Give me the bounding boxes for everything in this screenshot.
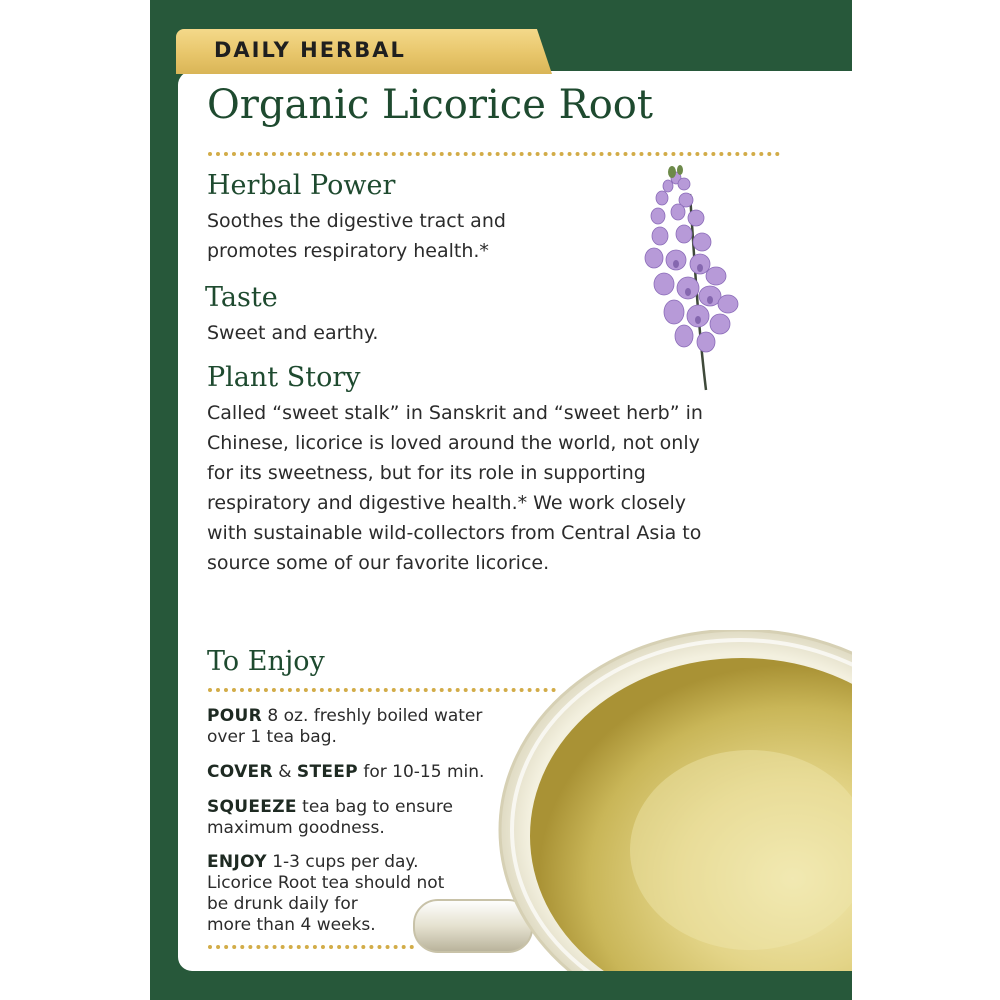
herbal-power-line: promotes respiratory health.* xyxy=(207,240,489,262)
title-divider xyxy=(208,152,780,156)
to-enjoy-divider xyxy=(208,688,556,692)
step-text: for 10-15 min. xyxy=(357,762,485,782)
taste-line: Sweet and earthy. xyxy=(207,322,379,344)
step-text: more than 4 weeks. xyxy=(207,915,376,935)
step-pour xyxy=(207,706,482,748)
step-cover-steep xyxy=(207,762,484,783)
plant-story-line: Called “sweet stalk” in Sanskrit and “sweet herb” in xyxy=(207,402,703,424)
step-keyword: POUR xyxy=(207,706,263,726)
taste-heading: Taste xyxy=(205,282,278,313)
step-text: maximum goodness. xyxy=(207,818,385,838)
step-text: be drunk daily for xyxy=(207,894,358,914)
plant-story-line: with sustainable wild-collectors from Central Asia to xyxy=(207,522,702,544)
step-text: Licorice Root tea should not xyxy=(207,873,445,893)
product-title: Organic Licorice Root xyxy=(207,82,653,128)
plant-story-line: Chinese, licorice is loved around the world, not only xyxy=(207,432,700,454)
step-text: 8 oz. freshly boiled water xyxy=(262,706,483,726)
licorice-flower-illustration xyxy=(628,164,746,394)
bottom-divider xyxy=(208,945,414,949)
step-keyword: STEEP xyxy=(296,762,358,782)
herbal-power-line: Soothes the digestive tract and xyxy=(207,210,506,232)
plant-story-line: respiratory and digestive health.* We work closely xyxy=(207,492,687,514)
taste-text xyxy=(207,318,378,348)
step-text: over 1 tea bag. xyxy=(207,727,337,747)
tea-cup-photo xyxy=(410,630,852,971)
step-keyword: ENJOY xyxy=(207,852,267,872)
herbal-power-heading: Herbal Power xyxy=(207,170,396,201)
plant-story-line: source some of our favorite licorice. xyxy=(207,552,550,574)
step-keyword: SQUEEZE xyxy=(207,797,297,817)
category-label: DAILY HERBAL xyxy=(214,38,406,62)
step-keyword: COVER xyxy=(207,762,273,782)
plant-story-heading: Plant Story xyxy=(207,362,361,393)
step-text: tea bag to ensure xyxy=(296,797,453,817)
to-enjoy-heading: To Enjoy xyxy=(207,646,325,677)
step-text: 1-3 cups per day. xyxy=(266,852,419,872)
herbal-power-text xyxy=(207,206,506,266)
step-enjoy xyxy=(207,852,444,936)
step-squeeze xyxy=(207,797,453,839)
step-text: & xyxy=(272,762,297,782)
plant-story-line: for its sweetness, but for its role in supporting xyxy=(207,462,646,484)
plant-story-text xyxy=(207,398,703,578)
